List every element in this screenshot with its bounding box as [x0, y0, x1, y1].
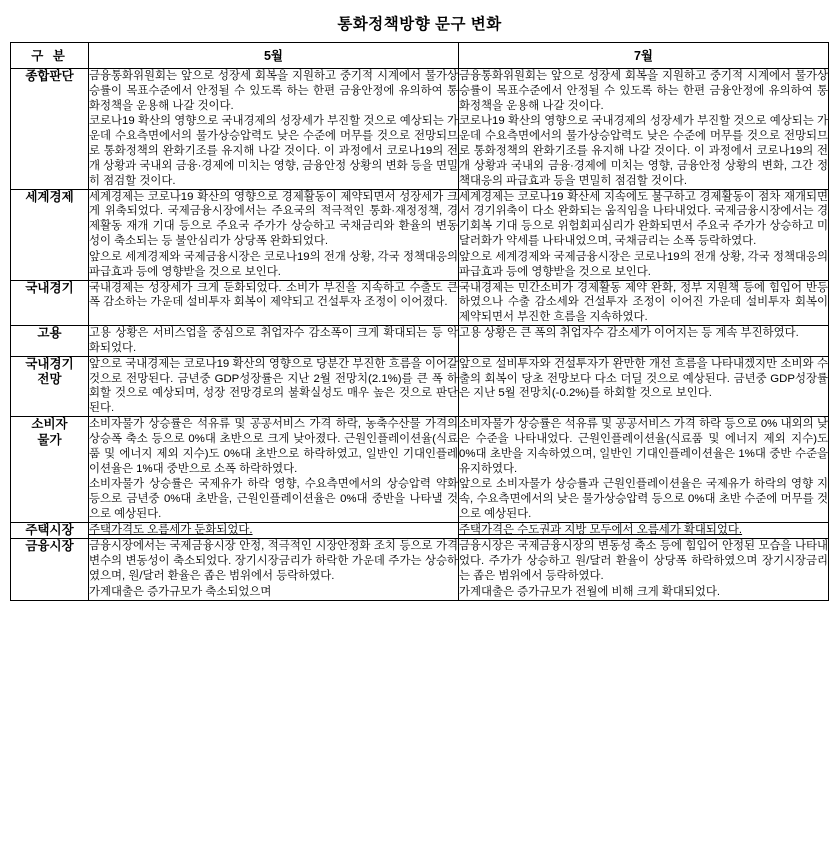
paragraph: 주택가격은 수도권과 지방 모두에서 오름세가 확대되었다.: [459, 523, 743, 536]
paragraph: 소비자물가 상승률은 석유류 및 공공서비스 가격 하락 등으로 0% 내외의 낮은 수준을 나타내었다. 근원인플레이션율(식료품 및 에너지 제외 지수)도 0%대 초반을 지속하였으며, 일반인 기대인플레이션율은 1%대 중반 수준을 유지하였다.: [459, 418, 828, 475]
paragraph: 앞으로 국내경제는 코로나19 확산의 영향으로 당분간 부진한 흐름을 이어갈 것으로 전망된다. 금년중 GDP성장률은 지난 2월 전망치(2.1%)를 큰 폭 하회할 것으로 예상되며, 성장 전망경로의 불확실성도 매우 높은 것으로 판단된다.: [89, 357, 458, 415]
paragraph: 국내경제는 성장세가 크게 둔화되었다. 소비가 부진을 지속하고 수출도 큰 폭 감소하는 가운데 설비투자 회복이 제약되고 건설투자 조정이 이어졌다.: [89, 281, 458, 309]
row-label-housing-market: 주택시장: [11, 522, 89, 539]
paragraph: 가계대출은 증가규모가 축소되었으며: [89, 585, 272, 598]
paragraph: 금융시장은 국제금융시장의 변동성 축소 등에 힘입어 안정된 모습을 나타내었다. 주가가 상승하고 원/달러 환율이 상당폭 하락하였으며 장기시장금리는 좁은 범위에서 등락하였다.: [459, 540, 828, 583]
cell-may-domestic-economy: [89, 280, 459, 325]
row-label-overall-assessment: 종합판단: [11, 69, 89, 190]
policy-comparison-table: [10, 42, 829, 601]
paragraph: 금융통화위원회는 앞으로 성장세 회복을 지원하고 중기적 시계에서 물가상승률이 목표수준에서 안정될 수 있도록 하는 한편 금융안정에 유의하여 통화정책을 운용해 나갈 것이다.: [89, 70, 458, 112]
table-row: [11, 522, 829, 539]
table-row: [11, 326, 829, 357]
cell-july-overall-assessment: [459, 69, 829, 190]
paragraph: 코로나19 확산의 영향으로 국내경제의 성장세가 부진할 것으로 예상되는 가운데 수요측면에서의 물가상승압력도 낮은 수준에 머무를 것으로 전망되므로 통화정책의 완화기조를 유지해 나갈 것이다. 이 과정에서 코로나19의 전개 상황과 국내외 금융·경제에 미치는 영향, 금융안정 상황의 변화, 그간 정책대응의 파급효과 등을 면밀히 점검할 것이다.: [459, 115, 828, 187]
cell-may-consumer-prices: [89, 417, 459, 523]
table-header-row: [11, 43, 829, 69]
row-label-line1: 국내경기: [25, 356, 74, 371]
row-label-world-economy: 세계경제: [11, 189, 89, 280]
paragraph: 금융통화위원회는 앞으로 성장세 회복을 지원하고 중기적 시계에서 물가상승률이 목표수준에서 안정될 수 있도록 하는 한편 금융안정에 유의하여 통화정책을 운용해 나갈 것이다.: [459, 70, 828, 112]
column-header-category: 구 분: [11, 43, 89, 69]
cell-july-domestic-outlook: [459, 356, 829, 416]
table-row: [11, 356, 829, 416]
cell-july-world-economy: [459, 189, 829, 280]
cell-july-financial-market: [459, 539, 829, 600]
paragraph: 주택가격도 오름세가 둔화되었다.: [89, 523, 253, 536]
paragraph: 코로나19 확산의 영향으로 국내경제의 성장세가 부진할 것으로 예상되는 가운데 수요측면에서의 물가상승압력도 낮은 수준에 머무를 것으로 전망되므로 통화정책의 완화기조를 유지해 나갈 것이다. 이 과정에서 코로나19의 전개 상황과 국내외 금융·경제에 미치는 영향, 금융안정 상황의 변화 등을 면밀히 점검할 것이다.: [89, 115, 458, 187]
cell-may-employment: [89, 326, 459, 357]
paragraph: 앞으로 소비자물가 상승률과 근원인플레이션율은 국제유가 하락의 영향 지속, 수요측면에서의 낮은 물가상승압력 등으로 0%대 초반 수준에 머무를 것으로 예상된다.: [459, 478, 828, 521]
cell-july-domestic-economy: [459, 280, 829, 325]
paragraph: 가계대출은 증가규모가 전월에 비해 크게 확대되었다.: [459, 585, 721, 598]
paragraph: 국내경제는 민간소비가 경제활동 제약 완화, 정부 지원책 등에 힘입어 반등하였으나 수출 감소세와 건설투자 조정이 이어진 가운데 설비투자 회복이 제약되면서 부진한 흐름을 지속하였다.: [459, 281, 828, 324]
paragraph: 고용 상황은 큰 폭의 취업자수 감소세가 이어지는 등 계속 부진하였다.: [459, 327, 799, 340]
paragraph: 앞으로 세계경제와 국제금융시장은 코로나19의 전개 상황, 각국 정책대응의 파급효과 등에 영향받을 것으로 보인다.: [89, 250, 458, 278]
table-row: [11, 417, 829, 523]
table-row: [11, 69, 829, 190]
cell-may-overall-assessment: [89, 69, 459, 190]
page-title: 통화정책방향 문구 변화: [337, 16, 502, 33]
cell-may-domestic-outlook: [89, 356, 459, 416]
row-label-financial-market: 금융시장: [11, 539, 89, 600]
paragraph: 앞으로 세계경제와 국제금융시장은 코로나19의 전개 상황, 각국 정책대응의 파급효과 등에 영향받을 것으로 보인다.: [459, 250, 828, 278]
cell-july-consumer-prices: [459, 417, 829, 523]
cell-july-employment: [459, 326, 829, 357]
column-header-july: 7월: [459, 43, 829, 69]
row-label-employment: 고용: [11, 326, 89, 357]
row-label-consumer-prices: [11, 417, 89, 523]
paragraph: 앞으로 설비투자와 건설투자가 완만한 개선 흐름을 나타내겠지만 소비와 수출의 회복이 당초 전망보다 다소 더딜 것으로 예상된다. 금년중 GDP성장률은 지난 5월 전망치(-0.2%)를 하회할 것으로 보인다.: [459, 357, 828, 400]
table-row: [11, 189, 829, 280]
row-label-domestic-economy: 국내경기: [11, 280, 89, 325]
paragraph: 세계경제는 코로나19 확산세 지속에도 불구하고 경제활동이 점차 재개되면서 경기위축이 다소 완화되는 움직임을 나타내었다. 국제금융시장에서는 경기회복 기대 등으로 위험회피심리가 완화되면서 주요국 주가가 상승하고 미 달러화가 약세를 나타내었으며, 국채금리는 소폭 등락하였다.: [459, 190, 828, 248]
cell-july-housing-market: [459, 522, 829, 539]
table-row: [11, 539, 829, 600]
paragraph: 고용 상황은 서비스업을 중심으로 취업자수 감소폭이 크게 확대되는 등 악화되었다.: [89, 327, 458, 354]
paragraph: 소비자물가 상승률은 국제유가 하락 영향, 수요측면에서의 상승압력 약화 등으로 금년중 0%대 초반을, 근원인플레이션율은 0%대 중반을 나타낼 것으로 예상된다.: [89, 478, 458, 521]
paragraph: 소비자물가 상승률은 석유류 및 공공서비스 가격 하락, 농축수산물 가격의 상승폭 축소 등으로 0%대 초반으로 크게 낮아졌다. 근원인플레이션율(식료품 및 에너지 제외 지수)도 0%대 초반으로 하락하였고, 일반인 기대인플레이션율은 1%대 중반으로 소폭 하락하였다.: [89, 418, 458, 475]
column-header-may: 5월: [89, 43, 459, 69]
paragraph: 금융시장에서는 국제금융시장 안정, 적극적인 시장안정화 조치 등으로 가격변수의 변동성이 축소되었다. 장기시장금리가 하락한 가운데 주가는 상승하였으며, 원/달러 환율은 좁은 범위에서 등락하였다.: [89, 540, 458, 583]
paragraph: 세계경제는 코로나19 확산의 영향으로 경제활동이 제약되면서 성장세가 크게 위축되었다. 국제금융시장에서는 주요국의 적극적인 통화·재정정책, 경제활동 재개 기대 등으로 주요국 주가가 상승하고 국채금리와 환율의 변동성이 축소되는 등 불안심리가 상당폭 완화되었다.: [89, 190, 458, 248]
row-label-line2: 물가: [37, 432, 62, 447]
table-row: [11, 280, 829, 325]
cell-may-housing-market: [89, 522, 459, 539]
row-label-domestic-outlook: [11, 356, 89, 416]
row-label-line1: 소비자: [31, 417, 68, 432]
cell-may-world-economy: [89, 189, 459, 280]
cell-may-financial-market: [89, 539, 459, 600]
row-label-line2: 전망: [37, 372, 62, 387]
